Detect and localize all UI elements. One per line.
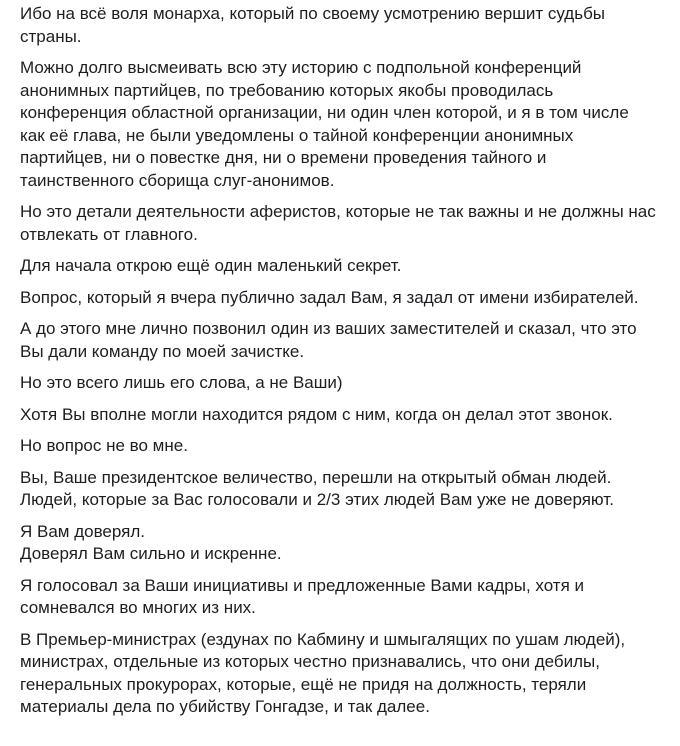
post-paragraph: Можно долго высмеивать всю эту историю с подпольной конференций анонимных партийцев, по требованию которых якобы проводилась конференция областной организации, ни один член которой, и я в том числе как её глава, не были уведомлены о тайной конференции анонимных партийцев, ни о повестке дня, ни о времени проведения тайного и таинственного сборища слуг-анонимов. <box>20 58 629 190</box>
post-paragraph: Но вопрос не во мне. <box>20 436 188 455</box>
post-paragraph: А до этого мне лично позвонил один из ваших заместителей и сказал, что это Вы дали команду по моей зачистке. <box>20 319 637 361</box>
post-paragraph: Я голосовал за Ваши инициативы и предложенные Вами кадры, хотя и сомневался во многих из них. <box>20 575 584 617</box>
post-paragraph: Вы, Ваше президентское величество, перешли на открытый обман людей. Людей, которые за Вас голосовали и 2/3 этих людей Вам уже не доверяют. <box>20 467 614 509</box>
post-paragraph: Но это всего лишь его слова, а не Ваши) <box>20 373 343 392</box>
post-paragraph: Я Вам доверял. Доверял Вам сильно и искренне. <box>20 521 282 563</box>
post-paragraph: Для начала открою ещё один маленький секрет. <box>20 256 402 275</box>
post-paragraph: Вопрос, который я вчера публично задал Вам, я задал от имени избирателей. <box>20 287 639 307</box>
post-paragraph: Ибо на всё воля монарха, который по своему усмотрению вершит судьбы страны. <box>20 4 606 46</box>
post-paragraph: Но это детали деятельности аферистов, которые не так важны и не должны нас отвлекать от главного. <box>20 202 656 244</box>
post-paragraph: Хотя Вы вполне могли находится рядом с ним, когда он делал этот звонок. <box>20 404 613 424</box>
post-paragraph: В Премьер-министрах (ездунах по Кабмину и шмыгалящих по ушам людей), министрах, отдельные из которых честно признавались, что они дебилы, генеральных прокурорах, которые, ещё не придя на должность, теряли материалы дела по убийству Гонгадзе, и так далее. <box>20 629 626 716</box>
